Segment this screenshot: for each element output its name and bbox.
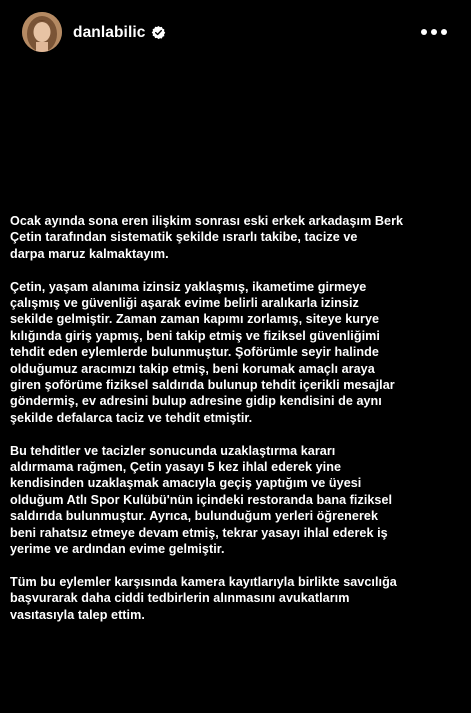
avatar[interactable] [22,12,62,52]
story-paragraph: Bu tehditler ve tacizler sonucunda uzaklaştırma kararı aldırmama rağmen, Çetin yasayı 5 kez ihlal ederek yine kendisinden uzaklaşmak amacıyla geçiş yaptığım ve üyesi olduğum Atlı Spor Kulübü'nün içindeki restoranda bana fiziksel saldırıda bulunmuştur. Ayrıca, bulunduğum yerleri öğrenerek beni rahatsız etmeye devam etmiş, tekrar yasayı ihlal ederek iş yerime ve ardından evime gelmiştir. [10,443,393,557]
username[interactable]: danlabilic [73,24,146,41]
story-paragraph: Tüm bu eylemler karşısında kamera kayıtlarıyla birlikte savcılığa başvurarak daha ciddi tedbirlerin alınmasını avukatlarım vasıtasıyla talep ettim. [10,574,397,622]
story-paragraph: Çetin, yaşam alanıma izinsiz yaklaşmış, ikametime girmeye çalışmış ve güvenliği aşarak evime belirli aralıkarla izinsiz sekilde gelmiştir. Zaman zaman kapımı zorlamış, siteye kurye kılığında giriş yapmış, beni takip etmiş ve fiziksel güvenliğimi tehdit eden eylemlerde bulunmuştur. Şoförümle seyir halinde olduğumuz aracımızı takip etmiş, beni korumak amaçlı araya giren şoförüme fiziksel saldırıda bulunup tehdit içerikli mesajlar göndermiş, ev adresini bulup adresine gidip kendisini de aynı şekilde defalarca taciz ve tehdit etmiştir. [10,279,395,425]
verified-badge-icon [151,25,166,40]
redaction-mark [169,19,212,43]
story-paragraph: Ocak ayında sona eren ilişkim sonrası eski erkek arkadaşım Berk Çetin tarafından sistematik şekilde ısrarlı takibe, tacize ve darpa maruz kalmaktayım. [10,214,404,261]
more-options-icon[interactable] [419,24,449,40]
story-text [10,213,462,640]
story-header [0,0,471,64]
redaction-mark [365,15,410,56]
